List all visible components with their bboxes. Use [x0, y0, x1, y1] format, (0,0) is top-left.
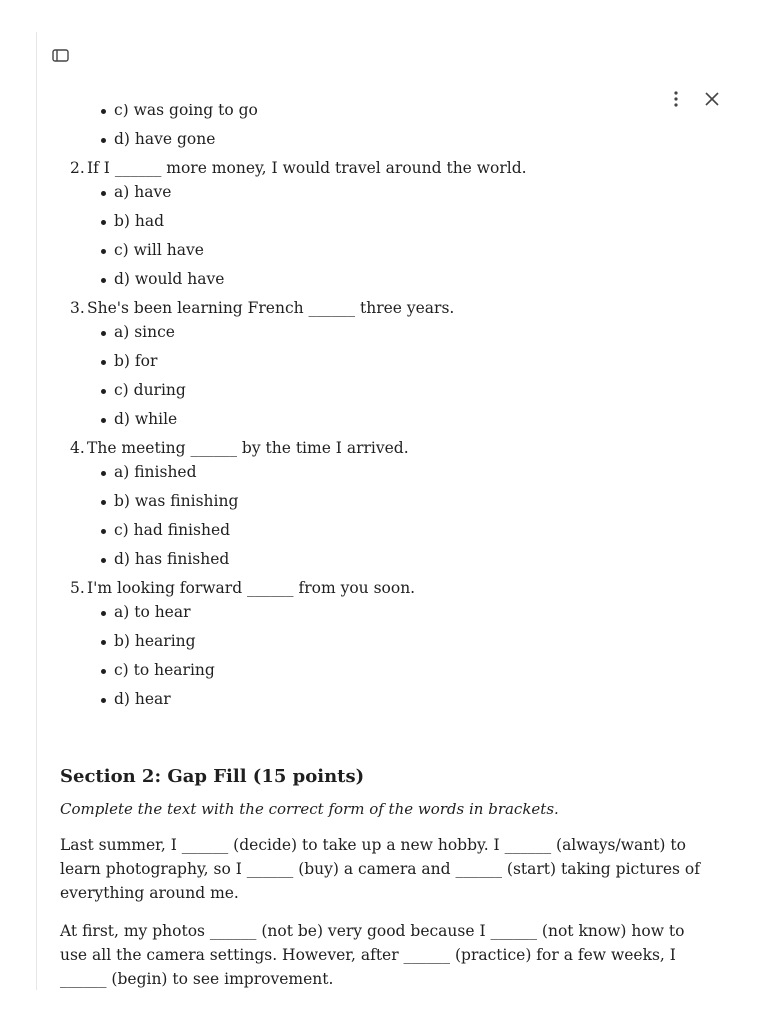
question-text: She's been learning French ______ three years.	[87, 299, 455, 317]
option-item: a) to hear	[114, 600, 710, 629]
option-item: c) was going to go	[114, 104, 710, 127]
panel-divider	[36, 32, 37, 990]
question-number: 5.	[70, 579, 85, 597]
question-2-options	[60, 180, 710, 296]
question-1	[60, 104, 710, 156]
question-5-options	[60, 600, 710, 716]
section-title: Section 2: Gap Fill (15 points)	[60, 766, 365, 787]
option-item: a) have	[114, 180, 710, 209]
question-2	[60, 156, 710, 296]
question-number: 3.	[70, 299, 85, 317]
option-item: d) hear	[114, 687, 710, 716]
question-text: If I ______ more money, I would travel around the world.	[87, 159, 527, 177]
option-item: b) was finishing	[114, 489, 710, 518]
option-item: d) would have	[114, 267, 710, 296]
sidebar-toggle-button[interactable]	[48, 44, 72, 68]
option-item: c) had finished	[114, 518, 710, 547]
question-5	[60, 576, 710, 716]
question-4	[60, 436, 710, 576]
question-text: I'm looking forward ______ from you soon.	[87, 579, 416, 597]
question-4-options	[60, 460, 710, 576]
question-3-options	[60, 320, 710, 436]
question-list	[60, 104, 710, 716]
gap-fill-paragraph: At first, my photos ______ (not be) very good because I ______ (not know) how to use all the camera settings. However, after ______ (practice) for a few weeks, I ______ (begin) to see improvement.	[60, 922, 685, 988]
option-item: c) will have	[114, 238, 710, 267]
section-instruction: Complete the text with the correct form of the words in brackets.	[60, 800, 559, 818]
question-line	[60, 296, 710, 320]
question-line	[60, 156, 710, 180]
option-item: d) have gone	[114, 127, 710, 156]
gap-fill-paragraph: Last summer, I ______ (decide) to take up a new hobby. I ______ (always/want) to learn photography, so I ______ (buy) a camera and ______ (start) taking pictures of everything around me.	[60, 836, 700, 902]
question-3	[60, 296, 710, 436]
question-number: 2.	[70, 159, 85, 177]
question-number: 4.	[70, 439, 85, 457]
option-item: c) during	[114, 378, 710, 407]
question-line	[60, 576, 710, 600]
option-item: a) since	[114, 320, 710, 349]
option-item: c) to hearing	[114, 658, 710, 687]
document-content	[60, 104, 710, 716]
option-item: a) finished	[114, 460, 710, 489]
option-item: d) has finished	[114, 547, 710, 576]
question-text: The meeting ______ by the time I arrived.	[87, 439, 409, 457]
option-item: d) while	[114, 407, 710, 436]
option-item: b) had	[114, 209, 710, 238]
question-line	[60, 436, 710, 460]
question-1-options	[60, 104, 710, 156]
option-item: b) for	[114, 349, 710, 378]
option-item: b) hearing	[114, 629, 710, 658]
sidebar-toggle-icon	[48, 44, 72, 68]
